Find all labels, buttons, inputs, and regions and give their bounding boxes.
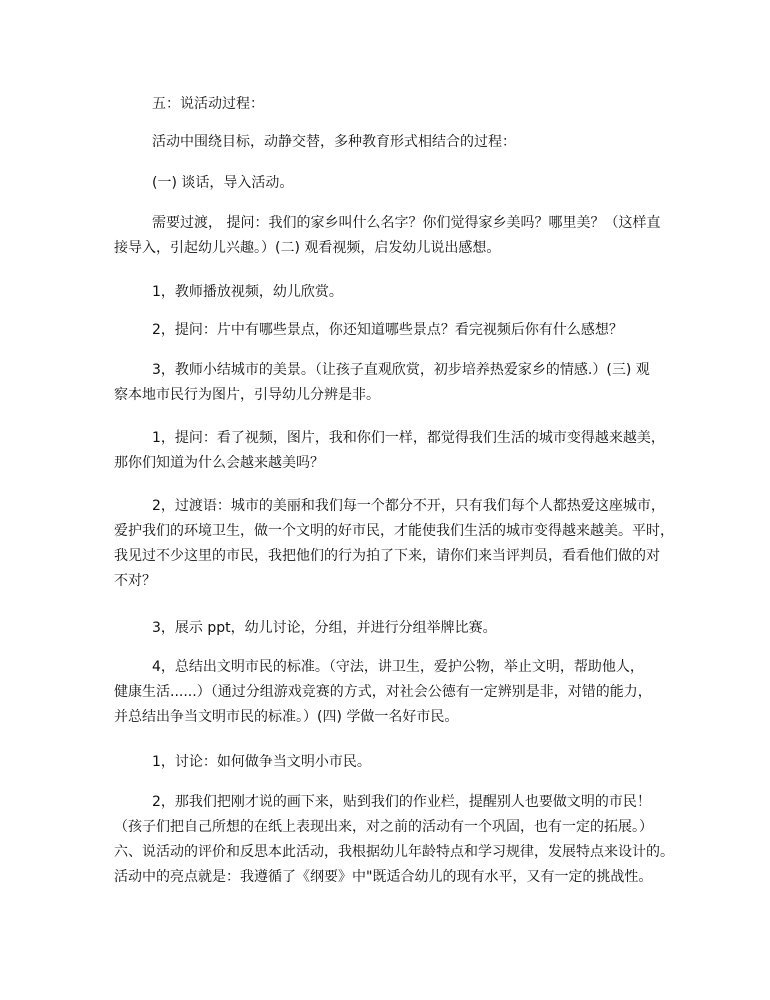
paragraph-question: 1，提问：看了视频，图片，我和你们一样，都觉得我们生活的城市变得越来越美， 那你们知道为什么会越来越美吗？ — [114, 430, 665, 471]
paragraph-transition: 需要过渡， 提问：我们的家乡叫什么名字？你们觉得家乡美吗？哪里美？（这样直 接导入，引起幼儿兴趣。）(二) 观看视频，启发幼儿说出感想。 — [114, 215, 661, 256]
paragraph-item-3: 3，教师小结城市的美景。（让孩子直观欣赏，初步培养热爱家乡的情感.）(三) 观 察本地市民行为图片，引导幼儿分辨是非。 — [114, 362, 650, 403]
paragraph-item-1: 1，教师播放视频，幼儿欣赏。 — [152, 284, 343, 300]
paragraph-intro: 活动中围绕目标，动静交替，多种教育形式相结合的过程： — [152, 134, 516, 150]
paragraph-transition-speech: 2，过渡语：城市的美丽和我们每一个都分不开，只有我们每个人都热爱这座城市， 爱护我们的环境卫生，做一个文明的好市民，才能使我们生活的城市变得越来越美。平时， 我见过不少这里的市民，我把他们的行为拍了下来，请你们来当评判员，看看他们做的对 不对？ — [114, 498, 674, 589]
paragraph-standards: 4，总结出文明市民的标准。（守法，讲卫生，爱护公物，举止文明，帮助他人， 健康生活......）（通过分组游戏竞赛的方式，对社会公德有一定辨别是非，对错的能力， 并总结出争当文明市民的标准。）(四) 学做一名好市民。 — [114, 659, 652, 725]
paragraph-step-one: (一) 谈话，导入活动。 — [152, 175, 294, 191]
paragraph-drawing-reflection: 2，那我们把刚才说的画下来，贴到我们的作业栏，提醒别人也要做文明的市民！ （孩子们把自己所想的在纸上表现出来，对之前的活动有一个巩固，也有一定的拓展。） 六、说活动的评价和反思本此活动，我根据幼儿年龄特点和学习规律，发展特点来设计的。 活动中的亮点就是：我遵循了《纲要》中"既适合幼儿的现有水平，又有一定的挑战性。 — [114, 794, 674, 885]
paragraph-ppt: 3，展示 ppt，幼儿讨论，分组，并进行分组举牌比赛。 — [152, 620, 497, 636]
paragraph-section-five: 五：说活动过程： — [152, 96, 264, 112]
paragraph-item-2: 2，提问：片中有哪些景点，你还知道哪些景点？看完视频后你有什么感想？ — [152, 322, 623, 338]
paragraph-discussion: 1，讨论：如何做争当文明小市民。 — [152, 754, 371, 770]
